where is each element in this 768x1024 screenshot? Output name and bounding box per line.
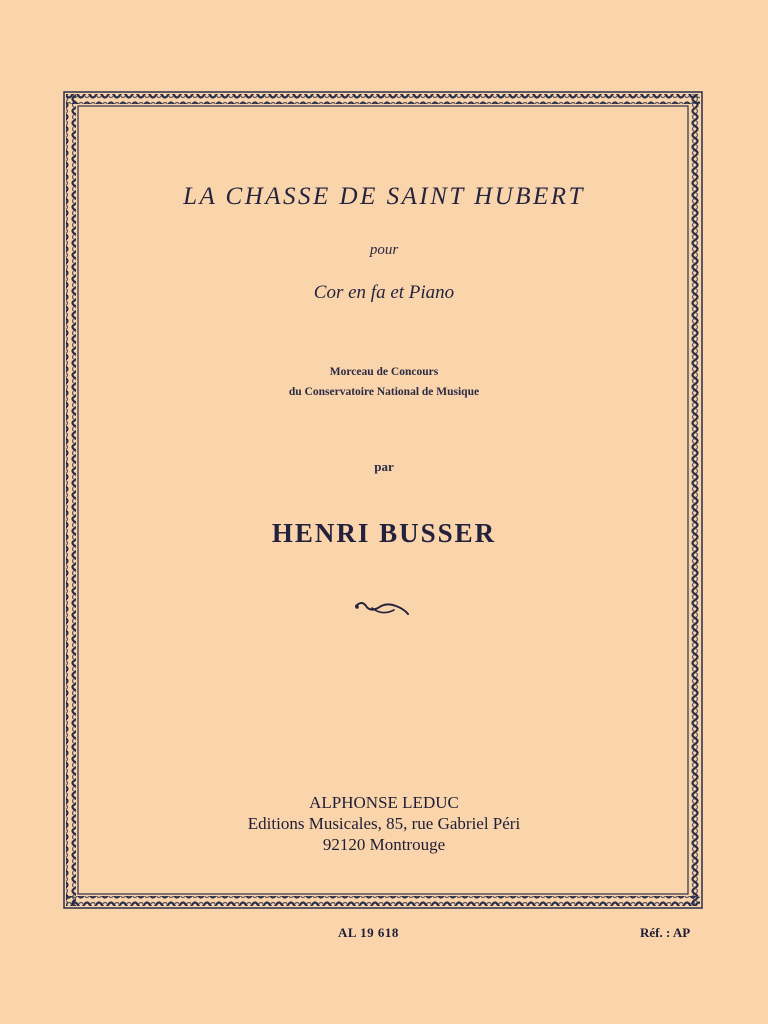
- reference-code: Réf. : AP: [640, 925, 691, 940]
- par-text: par: [374, 459, 394, 474]
- flourish-ornament-icon: [352, 596, 412, 620]
- publisher-name: ALPHONSE LEDUC: [309, 793, 459, 812]
- publisher-address-2: 92120 Montrouge: [322, 835, 446, 854]
- subtitle-line-2: du Conservatoire National de Musique: [288, 386, 480, 398]
- catalog-number: AL 19 618: [338, 925, 399, 940]
- publisher-address-1: Editions Musicales, 85, rue Gabriel Péri: [247, 814, 521, 833]
- instrumentation: Cor en fa et Piano: [313, 282, 455, 303]
- piece-title: LA CHASSE DE SAINT HUBERT: [183, 183, 585, 210]
- subtitle-line-1: Morceau de Concours: [329, 366, 439, 378]
- pour-text: pour: [369, 242, 399, 258]
- composer-name: HENRI BUSSER: [271, 518, 497, 548]
